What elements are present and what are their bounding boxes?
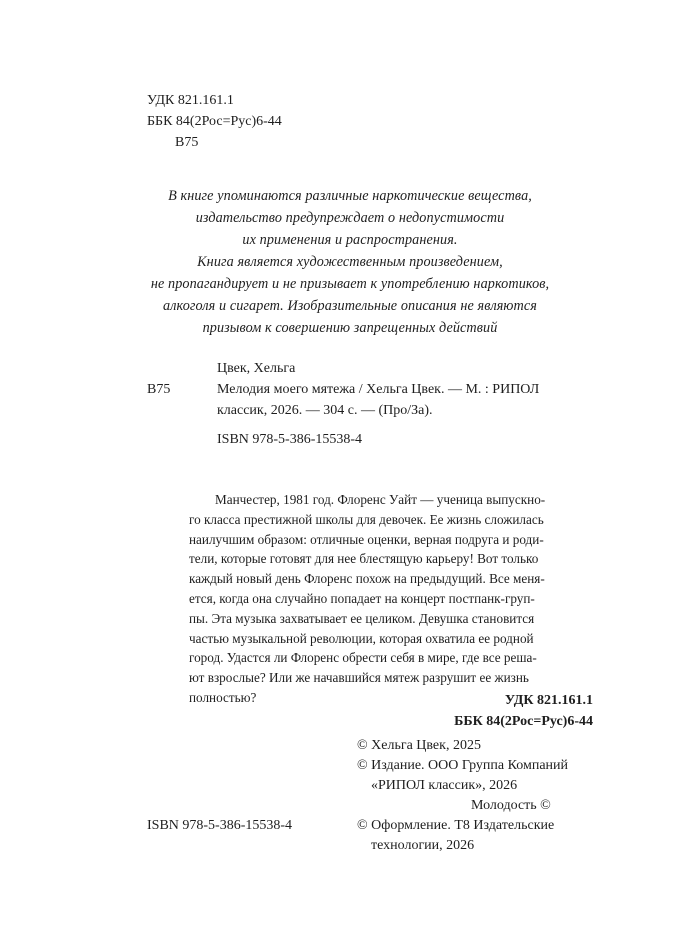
bib-title-line: Мелодия моего мятежа / Хельга Цвек. — М. : РИПОЛ: [217, 382, 540, 397]
annotation-line: частью музыкальной революции, которая охватила ее родной: [189, 630, 534, 646]
annotation-line: тели, которые готовят для нее блестящую карьеру! Вот только: [189, 551, 539, 567]
warning-line: не пропагандирует и не призывает к употреблению наркотиков,: [150, 276, 550, 292]
copyright-block: [357, 736, 637, 856]
content-warning: [100, 185, 600, 339]
udk-code: УДК 821.161.1: [147, 93, 234, 108]
classification-bottom: [293, 690, 593, 732]
author-mark: В75: [175, 135, 199, 150]
annotation: [189, 490, 603, 708]
annotation-line: ют взрослые? Или же начавшийся мятеж разрушит ее жизнь: [189, 670, 529, 686]
annotation-line: полностью?: [189, 689, 257, 705]
warning-line: алкоголя и сигарет. Изобразительные описания не являются: [163, 298, 537, 314]
bbk-code-bottom: ББК 84(2Рос=Рус)6-44: [454, 714, 593, 729]
copyright-author: © Хельга Цвек, 2025: [357, 738, 481, 753]
warning-line: их применения и распространения.: [242, 232, 458, 248]
bib-isbn: ISBN 978-5-386-15538-4: [217, 432, 363, 447]
warning-line: призывом к совершению запрещенных действий: [202, 320, 498, 336]
copyright-edition: © Издание. ООО Группа Компаний: [357, 758, 569, 773]
copyright-design-cont: технологии, 2026: [371, 838, 475, 853]
annotation-line: каждый новый день Флоренс похож на предыдущий. Все меня-: [189, 571, 545, 587]
annotation-line: го класса престижной школы для девочек. Ее жизнь сложилась: [189, 511, 544, 527]
bibliographic-record: [217, 358, 539, 421]
bib-title-line: классик, 2026. — 304 с. — (Про/За).: [217, 403, 433, 418]
isbn-bottom: ISBN 978-5-386-15538-4: [147, 818, 293, 833]
copyright-design: © Оформление. Т8 Издательские: [357, 818, 555, 833]
annotation-line: наилучшим образом: отличные оценки, верная подруга и роди-: [189, 531, 544, 547]
annotation-line: пы. Эта музыка захватывает ее целиком. Девушка становится: [189, 610, 535, 626]
bib-author: Цвек, Хельга: [217, 361, 296, 376]
annotation-line: город. Удастся ли Флоренс обрести себя в мире, где все реша-: [189, 650, 537, 666]
warning-line: Книга является художественным произведением,: [197, 254, 503, 270]
bib-author-mark: В75: [147, 382, 171, 397]
warning-line: издательство предупреждает о недопустимости: [195, 210, 505, 226]
annotation-line: ется, когда она случайно попадает на концерт постпанк-груп-: [189, 590, 535, 606]
classification-top: [147, 90, 282, 153]
annotation-line: Манчестер, 1981 год. Флоренс Уайт — ученица выпускно-: [215, 492, 546, 507]
copyright-edition-cont: «РИПОЛ классик», 2026: [371, 778, 518, 793]
udk-code-bottom: УДК 821.161.1: [504, 693, 593, 708]
copyright-molodost: Молодость ©: [471, 798, 551, 813]
warning-line: В книге упоминаются различные наркотические вещества,: [168, 188, 532, 204]
bbk-code: ББК 84(2Рос=Рус)6-44: [147, 114, 282, 129]
